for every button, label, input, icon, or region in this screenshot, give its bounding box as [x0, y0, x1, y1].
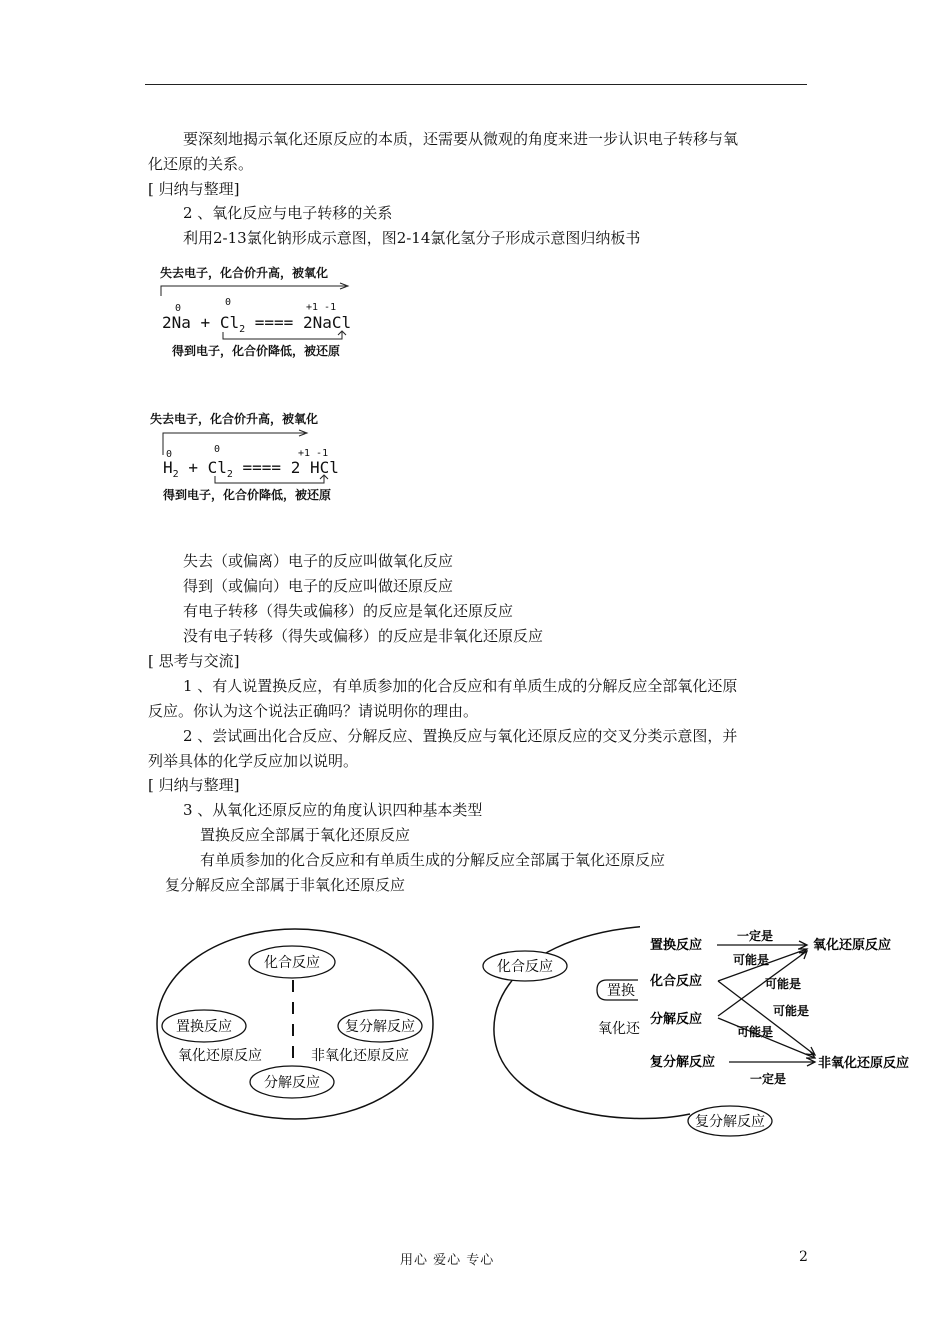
eq2-product: 2 HCl [290, 458, 339, 477]
edge-label-fenjie-redox: 可能是 [765, 977, 802, 991]
svg-text:复分解反应: 复分解反应 [345, 1019, 415, 1035]
section-heading-3: [ 归纳与整理] [148, 776, 240, 794]
point-2-description: 利用2-13氯化钠形成示意图，图2-14氯化氢分子形成示意图归纳板书 [183, 229, 641, 247]
classification-oval-diagram [150, 918, 450, 1128]
eq1-ox-cl: 0 [225, 297, 232, 308]
eq1-reactant-cl: Cl [219, 313, 240, 332]
label-redox: 氧化还原反应 [178, 1048, 262, 1064]
label-non-redox: 非氧化还原反应 [311, 1048, 409, 1064]
eq2-subscript-cl: 2 [226, 469, 233, 481]
src-fufenjie: 复分解反应 [650, 1055, 716, 1070]
eq1-oxidation-note: 失去电子，化合价升高，被氧化 [160, 266, 329, 280]
eq2-arrow: ==== [242, 458, 282, 477]
intro-line-1: 要深刻地揭示氧化还原反应的本质，还需要从微观的角度来进一步认识电子转移与氧 [183, 130, 739, 148]
node-huahe-right [483, 951, 567, 981]
node-fufenjie [338, 1010, 422, 1042]
point-2-title: 2 、氧化反应与电子转移的关系 [183, 204, 393, 222]
definition-reduction: 得到（或偏向）电子的反应叫做还原反应 [183, 577, 454, 595]
node-zhihuan [162, 1010, 246, 1042]
dst-non-redox: 非氧化还原反应 [818, 1056, 910, 1071]
point-3-title: 3 、从氧化还原反应的角度认识四种基本类型 [183, 801, 483, 819]
header-rule [145, 84, 807, 85]
partial-label-redox: 氧化还 [598, 1021, 640, 1037]
eq2-ox-product: +1 -1 [298, 448, 329, 459]
question-1-line-2: 反应。你认为这个说法正确吗？请说明你的理由。 [148, 702, 479, 720]
eq2-subscript-h: 2 [172, 469, 179, 481]
node-fenjie [250, 1066, 334, 1098]
src-huahe: 化合反应 [650, 974, 703, 989]
eq2-ox-cl: 0 [214, 444, 221, 455]
svg-text:复分解反应: 复分解反应 [695, 1114, 765, 1130]
dst-redox: 氧化还原反应 [813, 938, 892, 953]
edge-label-fufenjie-non-redox: 一定是 [750, 1072, 787, 1086]
edge-label-zhihuan-redox: 一定是 [737, 929, 774, 943]
edge-label-huahe-redox: 可能是 [733, 953, 770, 967]
src-fenjie: 分解反应 [650, 1012, 703, 1027]
eq1-reduction-note: 得到电子，化合价降低，被还原 [172, 344, 341, 358]
svg-text:化合反应: 化合反应 [497, 959, 553, 975]
eq1-ox-na: 0 [175, 303, 182, 314]
definition-oxidation: 失去（或偏离）电子的反应叫做氧化反应 [183, 552, 454, 570]
reaction-type-mapping-diagram [475, 918, 945, 1148]
eq1-ox-product: +1 -1 [306, 302, 337, 313]
definition-redox: 有电子转移（得失或偏移）的反应是氧化还原反应 [183, 602, 514, 620]
svg-text:置换反应: 置换反应 [176, 1019, 232, 1035]
eq2-plus: + [188, 458, 198, 477]
partial-label-zhihuan: 置换 [607, 983, 635, 999]
eq2-reactant-cl: Cl [207, 458, 227, 477]
edge-label-fenjie-non-redox: 可能是 [737, 1025, 774, 1039]
eq1-subscript: 2 [239, 324, 246, 336]
node-fufenjie-right [688, 1106, 772, 1136]
svg-text:分解反应: 分解反应 [264, 1075, 320, 1091]
eq2-reduction-note: 得到电子，化合价降低，被还原 [163, 488, 332, 502]
eq1-product: 2NaCl [302, 313, 352, 332]
point-3-item-2: 有单质参加的化合反应和有单质生成的分解反应全部属于氧化还原反应 [200, 851, 666, 869]
section-heading-1: [ 归纳与整理] [148, 180, 240, 198]
eq1-arrow: ==== [254, 313, 294, 332]
node-huahe [249, 946, 335, 978]
definition-non-redox: 没有电子转移（得失或偏移）的反应是非氧化还原反应 [183, 627, 544, 645]
eq1-top-bracket [160, 282, 360, 298]
question-2-line-2: 列举具体的化学反应加以说明。 [148, 752, 359, 770]
eq1-reactant-na: 2Na [162, 313, 191, 332]
question-2-line-1: 2 、尝试画出化合反应、分解反应、置换反应与氧化还原反应的交叉分类示意图，并 [183, 727, 738, 745]
eq1-plus: + [200, 313, 211, 332]
edge-label-huahe-non-redox: 可能是 [773, 1004, 810, 1018]
page-number: 2 [799, 1249, 808, 1265]
intro-line-2: 化还原的关系。 [148, 155, 254, 173]
section-heading-2: [ 思考与交流] [148, 652, 240, 670]
point-3-item-1: 置换反应全部属于氧化还原反应 [200, 826, 411, 844]
src-zhihuan: 置换反应 [650, 938, 703, 953]
eq2-reactant-h: H [163, 458, 173, 477]
page-footer: 用心 爱心 专心 [400, 1253, 495, 1268]
question-1-line-1: 1 、有人说置换反应，有单质参加的化合反应和有单质生成的分解反应全部氧化还原 [183, 677, 738, 695]
eq2-oxidation-note: 失去电子，化合价升高，被氧化 [150, 412, 319, 426]
point-3-item-3: 复分解反应全部属于非氧化还原反应 [165, 876, 406, 894]
svg-text:化合反应: 化合反应 [264, 955, 320, 971]
eq2-ox-h: 0 [166, 449, 173, 460]
